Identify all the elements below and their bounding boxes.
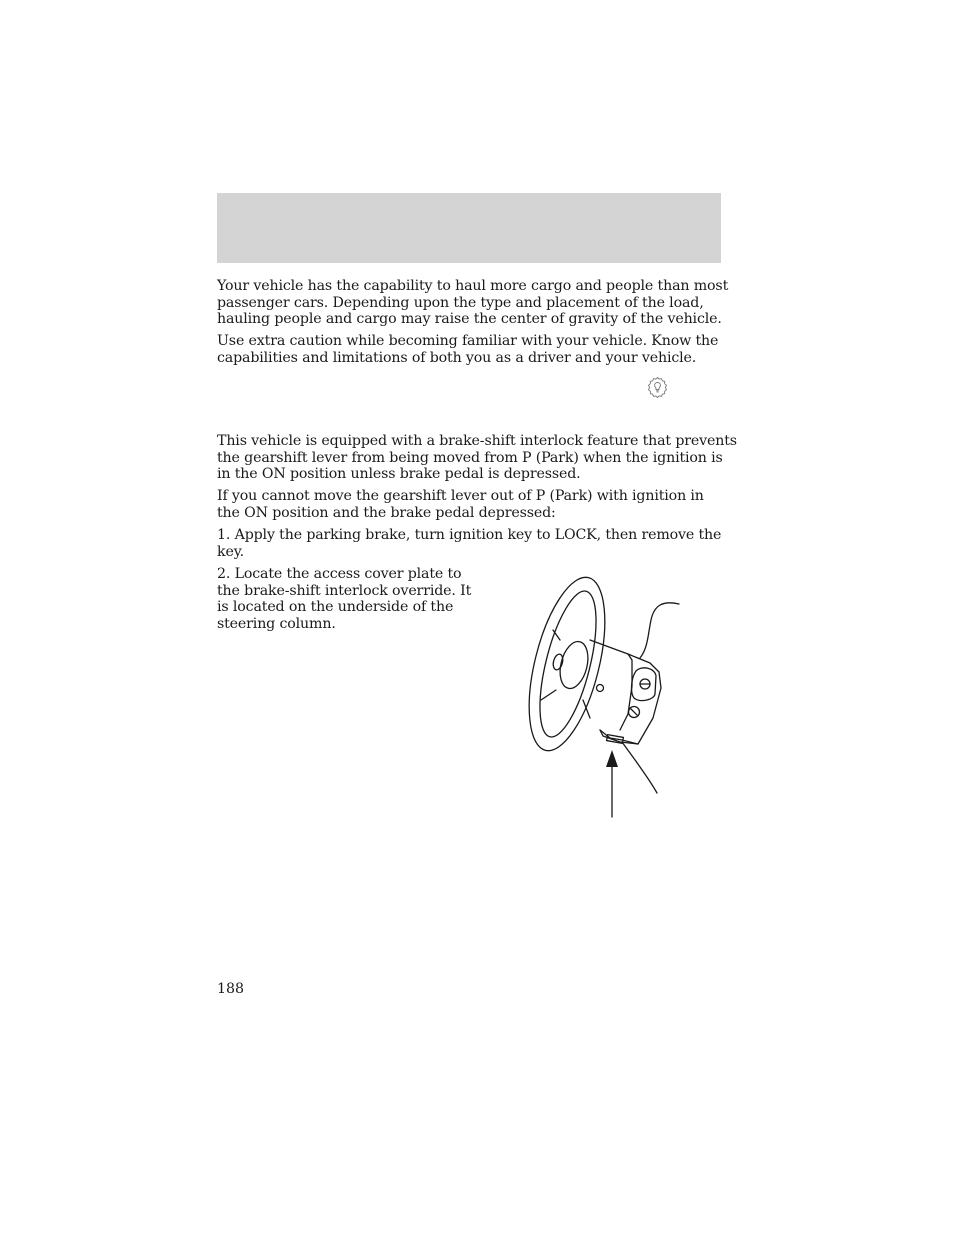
tip-bulb-icon [646, 376, 669, 399]
interlock-paragraph-2: If you cannot move the gearshift lever out of P (Park) with ignition in the ON position and the brake pedal depressed: [217, 488, 704, 521]
page-number: 188 [217, 981, 245, 997]
section-header-band [217, 193, 721, 263]
interlock-paragraph-1: This vehicle is equipped with a brake-shift interlock feature that prevents the gearshift lever from being moved from P (Park) when the ignition is in the ON position unless brake pedal is depressed. [217, 433, 737, 483]
cargo-paragraph-1: Your vehicle has the capability to haul more cargo and people than most passenger cars. Depending upon the type and placement of the load, hauling people and cargo may raise the center of gravity of the vehicle. [217, 278, 729, 328]
steering-column-illustration [515, 572, 685, 820]
interlock-step-1: 1. Apply the parking brake, turn ignition key to LOCK, then remove the key. [217, 527, 722, 560]
interlock-step-2: 2. Locate the access cover plate to the brake-shift interlock override. It is located on the underside of the steering column. [217, 566, 472, 632]
cargo-paragraph-2: Use extra caution while becoming familiar with your vehicle. Know the capabilities and limitations of both you as a driver and your vehicle. [217, 333, 719, 366]
